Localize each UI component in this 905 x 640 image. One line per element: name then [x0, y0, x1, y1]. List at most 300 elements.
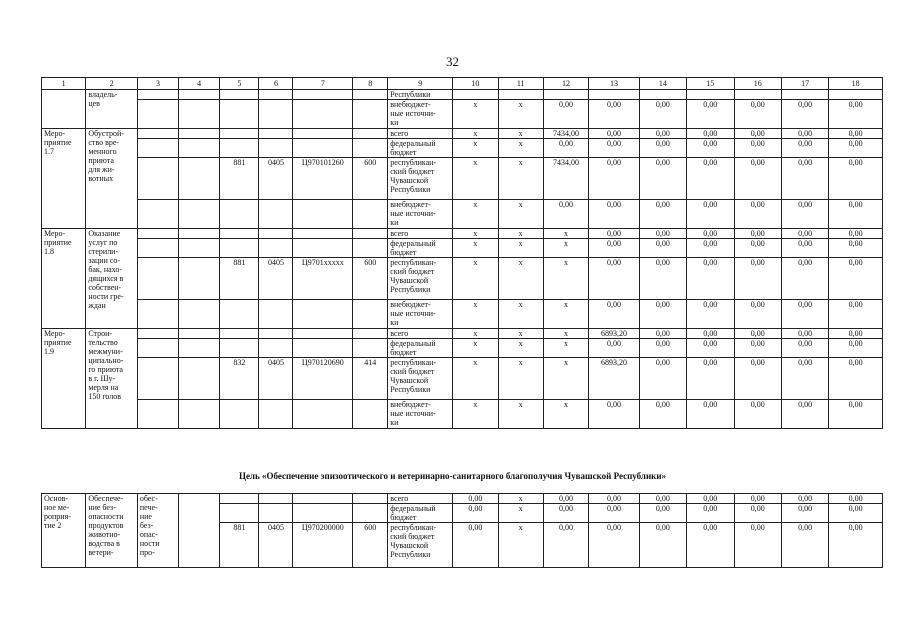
table-cell: 0,00 [639, 339, 686, 358]
header-row [42, 78, 883, 90]
table-cell: 0,00 [453, 523, 498, 568]
table-cell [687, 90, 734, 100]
table-cell: 0,00 [453, 504, 498, 523]
table-cell [259, 90, 293, 100]
activity-number: Меро- приятие 1.9 [42, 329, 86, 429]
table-cell [293, 494, 353, 504]
table-row [42, 90, 883, 100]
table-cell [179, 494, 220, 568]
table-cell: 6893,20 [589, 358, 640, 400]
table-cell: 0,00 [687, 200, 734, 229]
table-cell: 0,00 [734, 300, 781, 329]
table-cell: 0,00 [639, 300, 686, 329]
table-cell: 0,00 [639, 139, 686, 158]
table-cell [179, 300, 220, 329]
table-cell: 0,00 [734, 504, 781, 523]
table-cell: 0,00 [734, 494, 781, 504]
table-cell [137, 400, 178, 429]
table-cell [293, 239, 353, 258]
table-cell: 7434,00 [543, 158, 588, 200]
table-cell: 0,00 [781, 129, 828, 139]
table-cell: 0405 [259, 358, 293, 400]
table-row [42, 239, 883, 258]
table-cell: x [498, 523, 543, 568]
table-cell: x [453, 158, 498, 200]
table-cell: 0,00 [639, 229, 686, 239]
column-header: 17 [781, 78, 828, 90]
column-header: 12 [543, 78, 588, 90]
table-cell: x [453, 200, 498, 229]
table-cell: x [453, 300, 498, 329]
table-cell [293, 200, 353, 229]
table-cell [353, 494, 388, 504]
table-cell [293, 504, 353, 523]
table-cell: 832 [220, 358, 259, 400]
table-cell [259, 400, 293, 429]
table-cell: 0,00 [829, 329, 883, 339]
table-cell [734, 90, 781, 100]
table-cell: 0,00 [829, 200, 883, 229]
table-cell [353, 300, 388, 329]
table-cell [589, 90, 640, 100]
table-cell: 0405 [259, 523, 293, 568]
table-cell [220, 339, 259, 358]
table-cell: x [453, 329, 498, 339]
table-cell: 0,00 [781, 329, 828, 339]
table-cell [220, 200, 259, 229]
table-cell: 0,00 [639, 239, 686, 258]
table-cell: 0,00 [687, 158, 734, 200]
column-header: 7 [293, 78, 353, 90]
table-cell: 0,00 [687, 504, 734, 523]
page-number: 32 [446, 54, 459, 69]
activity-name: Строи- тельство межмуни- ципально- го приюта в г. Шу- мерля на 150 голов [86, 329, 138, 429]
table-cell [179, 400, 220, 429]
table-cell: 0,00 [734, 139, 781, 158]
table-cell: 0,00 [687, 494, 734, 504]
table-cell: 0,00 [687, 523, 734, 568]
table-cell: 0,00 [543, 139, 588, 158]
table-cell: 0,00 [639, 158, 686, 200]
table-cell: x [543, 258, 588, 300]
column-header: 2 [86, 78, 138, 90]
table-cell [137, 329, 178, 339]
table-cell [179, 239, 220, 258]
table-cell: 0,00 [687, 139, 734, 158]
table-cell: 0,00 [781, 358, 828, 400]
table-cell [259, 494, 293, 504]
table-cell: 0,00 [781, 229, 828, 239]
table-cell [353, 90, 388, 100]
table-cell [259, 100, 293, 129]
activity-name: Оказание услуг по стерили- зации со- бак, нахо- дящихся в собствен- ности гре- ждан [86, 229, 138, 329]
table-cell: 0,00 [639, 400, 686, 429]
table-cell: 0,00 [829, 523, 883, 568]
table-cell [353, 100, 388, 129]
table-cell: 0,00 [734, 358, 781, 400]
table-cell [353, 504, 388, 523]
table-cell: 0,00 [829, 129, 883, 139]
table-cell: x [453, 139, 498, 158]
table-cell [353, 129, 388, 139]
budget-table [41, 77, 883, 429]
table-cell [353, 229, 388, 239]
table-cell [293, 90, 353, 100]
table-cell [259, 200, 293, 229]
table-cell: 0,00 [781, 494, 828, 504]
table-row [42, 329, 883, 339]
table-cell: всего [388, 494, 453, 504]
table-cell: 0,00 [453, 494, 498, 504]
table-cell: 0,00 [829, 239, 883, 258]
table-cell: внебюджет- ные источни- ки [388, 200, 453, 229]
table-cell: 0,00 [734, 400, 781, 429]
column-header: 13 [589, 78, 640, 90]
table-cell: x [543, 229, 588, 239]
table-cell: 0,00 [589, 400, 640, 429]
column-header: 5 [220, 78, 259, 90]
table-cell [179, 200, 220, 229]
table-cell [639, 90, 686, 100]
table-cell: 0,00 [781, 504, 828, 523]
table-cell: 0,00 [781, 200, 828, 229]
table-cell [293, 100, 353, 129]
table-cell [353, 139, 388, 158]
table-cell [498, 90, 543, 100]
table-cell: республикан- ский бюджет Чувашской Республики [388, 523, 453, 568]
table-row [42, 494, 883, 504]
table-row [42, 100, 883, 129]
table-cell: 0,00 [687, 300, 734, 329]
table-cell [293, 339, 353, 358]
column-header: 11 [498, 78, 543, 90]
table-cell: 0,00 [734, 339, 781, 358]
table-row [42, 129, 883, 139]
table-cell: 0,00 [734, 329, 781, 339]
table-cell [179, 139, 220, 158]
table-cell: 0,00 [589, 239, 640, 258]
column-header: 6 [259, 78, 293, 90]
table-cell: 0,00 [687, 100, 734, 129]
column-header: 10 [453, 78, 498, 90]
table-cell: 0,00 [639, 129, 686, 139]
table-cell: 7434,00 [543, 129, 588, 139]
table-cell: x [543, 300, 588, 329]
table-cell: x [498, 300, 543, 329]
table-cell [293, 400, 353, 429]
table-cell [137, 200, 178, 229]
table-cell [137, 100, 178, 129]
table-row [42, 229, 883, 239]
table-cell: x [498, 494, 543, 504]
table-cell: 0,00 [734, 523, 781, 568]
table-cell: Ц970120690 [293, 358, 353, 400]
table-cell [179, 258, 220, 300]
table-cell: 600 [353, 523, 388, 568]
column-header: 9 [388, 78, 453, 90]
table-cell [137, 139, 178, 158]
table-cell [293, 300, 353, 329]
table-cell: x [543, 358, 588, 400]
table-cell [179, 329, 220, 339]
column-header: 14 [639, 78, 686, 90]
activity-number: Основ- ное ме- роприя- тие 2 [42, 494, 86, 568]
table-cell [781, 90, 828, 100]
table-cell: 0,00 [781, 100, 828, 129]
table-row [42, 339, 883, 358]
table-cell: 0,00 [829, 400, 883, 429]
table-cell: 0,00 [639, 358, 686, 400]
table-cell [220, 139, 259, 158]
table-cell: x [498, 200, 543, 229]
table-cell [137, 300, 178, 329]
table-cell: 0,00 [734, 158, 781, 200]
table-cell: 0,00 [781, 158, 828, 200]
table-cell: 0,00 [781, 400, 828, 429]
table-cell [137, 129, 178, 139]
column-header: 16 [734, 78, 781, 90]
table-row [42, 400, 883, 429]
table-cell: 6893,20 [589, 329, 640, 339]
table-cell: 0,00 [589, 100, 640, 129]
table-cell: x [498, 239, 543, 258]
table-row [42, 300, 883, 329]
table-cell [137, 229, 178, 239]
table-cell: 0,00 [734, 239, 781, 258]
table-cell [259, 229, 293, 239]
table-cell: x [498, 100, 543, 129]
table-cell: 414 [353, 358, 388, 400]
table-cell [259, 129, 293, 139]
table-cell: внебюджет- ные источни- ки [388, 100, 453, 129]
table-cell: республикан- ский бюджет Чувашской Республики [388, 258, 453, 300]
table-cell: 0,00 [639, 200, 686, 229]
table-row [42, 139, 883, 158]
table-cell: 0,00 [687, 358, 734, 400]
activity-goal: обес- пече- ние без- опас- ности про- [137, 494, 178, 568]
activity-number [42, 90, 86, 129]
activity-name: Обустрой- ство вре- менного приюта для жи- вотных [86, 129, 138, 229]
table-cell: 0,00 [781, 523, 828, 568]
table-cell: 0,00 [687, 329, 734, 339]
table-cell: 0,00 [687, 339, 734, 358]
table-cell: x [543, 339, 588, 358]
table-cell: федеральный бюджет [388, 239, 453, 258]
table-cell: 881 [220, 523, 259, 568]
table-cell [259, 300, 293, 329]
table-cell: 0,00 [829, 229, 883, 239]
table-cell: 0,00 [829, 504, 883, 523]
table-cell: 0,00 [829, 258, 883, 300]
table-cell: 0,00 [734, 100, 781, 129]
table-cell [137, 339, 178, 358]
table-cell: x [498, 139, 543, 158]
table-cell [220, 300, 259, 329]
activity-number: Меро- приятие 1.8 [42, 229, 86, 329]
table-cell: 881 [220, 258, 259, 300]
table-cell [293, 139, 353, 158]
table-cell: 0,00 [589, 300, 640, 329]
table-cell: 0,00 [543, 200, 588, 229]
table-cell [220, 239, 259, 258]
table-cell: 0,00 [639, 504, 686, 523]
table-cell: 0,00 [687, 258, 734, 300]
table-cell [293, 129, 353, 139]
table-cell: Ц9701xxxxx [293, 258, 353, 300]
table-cell [259, 139, 293, 158]
table-cell [220, 129, 259, 139]
column-header: 15 [687, 78, 734, 90]
table-cell: федеральный бюджет [388, 339, 453, 358]
table-cell: x [453, 358, 498, 400]
table-cell [137, 90, 178, 100]
table-cell: x [498, 504, 543, 523]
column-header: 18 [829, 78, 883, 90]
table-cell [179, 229, 220, 239]
table-cell [179, 339, 220, 358]
table-cell [259, 339, 293, 358]
table-cell [259, 239, 293, 258]
table-cell: x [543, 329, 588, 339]
table-cell: 0,00 [734, 258, 781, 300]
table-cell [220, 229, 259, 239]
table-cell: 0,00 [639, 258, 686, 300]
goal-heading: Цель «Обеспечение эпизоотического и ветеринарно-санитарного благополучия Чувашской Республики» [238, 471, 667, 481]
table-cell: 0,00 [687, 229, 734, 239]
table-cell [353, 339, 388, 358]
table-cell: x [498, 158, 543, 200]
table-row [42, 258, 883, 300]
table-cell: 0,00 [589, 258, 640, 300]
table-cell [293, 229, 353, 239]
table-cell [137, 158, 178, 200]
main-activity-table [41, 493, 883, 568]
table-cell: 0,00 [781, 258, 828, 300]
table-cell [220, 90, 259, 100]
table-cell [179, 90, 220, 100]
table-cell: Ц970200000 [293, 523, 353, 568]
table-cell: 0,00 [829, 494, 883, 504]
table-cell: Республики [388, 90, 453, 100]
table-cell: x [498, 400, 543, 429]
column-header: 1 [42, 78, 86, 90]
table-cell: 881 [220, 158, 259, 200]
table-cell: x [453, 239, 498, 258]
table-cell: x [498, 229, 543, 239]
table-cell: 600 [353, 158, 388, 200]
table-cell: федеральный бюджет [388, 139, 453, 158]
table-cell [293, 329, 353, 339]
table-cell: республикан- ский бюджет Чувашской Республики [388, 158, 453, 200]
column-header: 8 [353, 78, 388, 90]
table-cell [353, 400, 388, 429]
table-cell: x [453, 400, 498, 429]
table-cell: 0,00 [829, 300, 883, 329]
table-cell: 0,00 [639, 100, 686, 129]
table-cell: 0,00 [829, 100, 883, 129]
table-cell: x [543, 400, 588, 429]
table-cell: x [453, 129, 498, 139]
table-cell [137, 239, 178, 258]
column-header: 4 [179, 78, 220, 90]
table-cell: 0,00 [589, 139, 640, 158]
table-cell: внебюджет- ные источни- ки [388, 400, 453, 429]
table-cell [220, 329, 259, 339]
table-cell [220, 100, 259, 129]
table-cell: 0,00 [687, 129, 734, 139]
table-cell: 0,00 [589, 339, 640, 358]
table-cell: республикан- ский бюджет Чувашской Республики [388, 358, 453, 400]
table-cell [353, 239, 388, 258]
table-cell: 0,00 [687, 239, 734, 258]
table-cell: 0,00 [734, 129, 781, 139]
table-cell: федеральный бюджет [388, 504, 453, 523]
column-header: 3 [137, 78, 178, 90]
table-cell: 0,00 [543, 494, 588, 504]
table-cell: 0,00 [734, 200, 781, 229]
table-cell: x [498, 329, 543, 339]
table-cell [179, 158, 220, 200]
table-cell: 0,00 [589, 129, 640, 139]
table-cell: x [453, 258, 498, 300]
table-cell: 0,00 [781, 300, 828, 329]
table-cell [259, 504, 293, 523]
table-cell: Ц970101260 [293, 158, 353, 200]
table-cell: 0405 [259, 158, 293, 200]
activity-number: Меро- приятие 1.7 [42, 129, 86, 229]
table-cell: 0,00 [589, 200, 640, 229]
table-cell [137, 258, 178, 300]
table-cell [829, 90, 883, 100]
table-row [42, 158, 883, 200]
table-cell: внебюджет- ные источни- ки [388, 300, 453, 329]
table-cell [543, 90, 588, 100]
table-cell: 0,00 [589, 504, 640, 523]
table-cell: 0,00 [639, 523, 686, 568]
table-cell: x [498, 339, 543, 358]
table-cell: x [498, 358, 543, 400]
table-cell: 0,00 [781, 239, 828, 258]
table-cell: 0,00 [589, 158, 640, 200]
table-cell: 0405 [259, 258, 293, 300]
table-cell [259, 329, 293, 339]
table-cell: 600 [353, 258, 388, 300]
table-cell [353, 329, 388, 339]
table-cell: 0,00 [829, 158, 883, 200]
table-row [42, 358, 883, 400]
table-cell: 0,00 [829, 339, 883, 358]
table-cell: x [498, 258, 543, 300]
table-cell: 0,00 [734, 229, 781, 239]
table-cell [179, 129, 220, 139]
table-cell: 0,00 [589, 229, 640, 239]
table-cell: всего [388, 229, 453, 239]
table-cell: 0,00 [543, 523, 588, 568]
activity-name: Обеспече- ние без- опасности продуктов животно- водства в ветери- [86, 494, 138, 568]
table-cell [179, 100, 220, 129]
table-cell [220, 400, 259, 429]
table-cell: 0,00 [687, 400, 734, 429]
table-cell: 0,00 [829, 139, 883, 158]
table-cell: 0,00 [543, 504, 588, 523]
table-cell: всего [388, 329, 453, 339]
table-cell [179, 358, 220, 400]
table-row [42, 200, 883, 229]
table-cell: 0,00 [829, 358, 883, 400]
table-cell [453, 90, 498, 100]
table-cell: 0,00 [781, 139, 828, 158]
table-cell: x [498, 129, 543, 139]
